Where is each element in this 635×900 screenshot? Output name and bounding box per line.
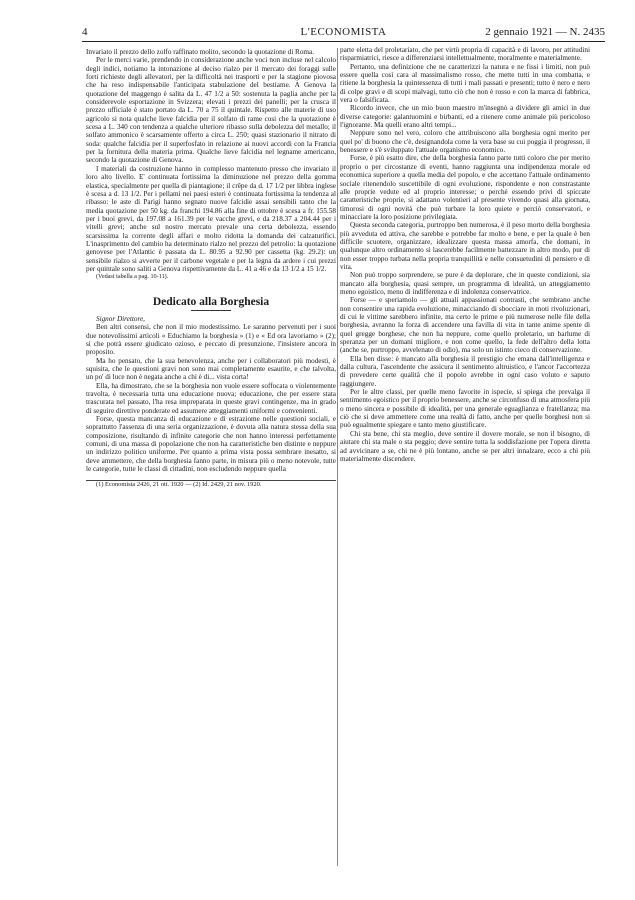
- title-divider: [191, 310, 231, 311]
- paragraph: Per le merci varie, prendendo in considerazione anche voci non incluse nel calcolo degli indici, notiamo la intonazione al deciso rialzo per il mercato dei foraggi sulle forti richieste degli allevatori, per la difficoltà nei trasporti e per la stagione piovosa che ha reso indispensabile l'anticipata stabulazione del bestiame. A Genova la quotazione del maggengo è salita da L. 47 1/2 a 50: sostenuta la paglia anche per la considerevole esportazione in Svizzera; elevati i prezzi dei panelli; per la crusca il prezzo ufficiale è stato portato da L. 70 a 75 il quintale. Rispetto alle materie di uso agricolo si nota qualche lieve falcidia per il solfato di rame cosi che la quotazione è scesa a L. 340 con tendenza a qualche ulteriore ribasso sulla debolezza del metallo; il solfato ammonico è scarsamente offerto a circa L. 250; quasi stazionario il nitrato di soda: qualche falcidia per il superfosfato in relazione ai nuovi accordi con la Francia per la fornitura della materia prima. Qualche lieve falcidia nel legname americano, secondo la quotazione di Genova.: [86, 56, 336, 165]
- left-column: [86, 48, 336, 489]
- paragraph: Invariato il prezzo dello zolfo raffinato molito, secondo la quotazione di Roma.: [86, 48, 314, 56]
- paragraph: Ma ho pensato, che la sua benevolenza, anche per i collaboratori più modesti, è squisita, che le questioni gravi non sono mai completamente esaurite, e che talvolta, un po' di luce non è negata anche a chi è di... vista corta!: [86, 356, 336, 382]
- paragraph: Ben altri consensi, che non il mio modestissimo. Le saranno pervenuti per i suoi due notevolissimi articoli « Educhiamo la borghesia » (1) e « Ed ora lavoriamo » (2); si che potrà essere giudicato ozioso, e peccato di presunzione, l'insistere ancora in proposito.: [86, 323, 336, 357]
- footnote: (1) Economista 2426, 21 ott. 1920 — (2) Id. 2429, 21 nov. 1920.: [96, 480, 262, 488]
- journal-title: L'ECONOMISTA: [300, 26, 387, 38]
- salutation: Signor Direttore,: [96, 314, 145, 323]
- paragraph: Per le altre classi, per quelle meno favorite in ispecie, si spiega che prevalga il sentimento egoistico per il proprio benessere, anche se circonfuso di una atmosfera più o meno sincera e possibile di idealità, per una generale eguaglianza e fratellanza; ma ciò che si deve ammettere come una realtà di fatto, anche per quelle borghesi non si può egualmente spiegare e tanto meno giustificare.: [340, 388, 590, 430]
- paragraph: Non può troppo sorprendere, se pure è da deplorare, che in queste condizioni, sia mancato alla borghesia, quasi sempre, un programma di idealità, un atteggiamento meno egoistico, meno di indifferenza e di indolenza conservatrice.: [340, 271, 590, 296]
- paragraph: Chi sta bene, chi sta meglio, deve sentire il dovere morale, se non il bisogno, di aiutare chi sta male o sta peggio; deve sentire tutta la soddisfazione per l'opera diretta ad avvicinare a se, chi ne è più lontano, anche se per altri innalzare, ecco a chi più materialmente discendere.: [340, 429, 590, 463]
- issue-date: 2 gennaio 1921 — N. 2435: [485, 26, 605, 38]
- paragraph: Ella, ha dimostrato, che se la borghesia non vuole essere soffocata o violentemente travolta, è necessaria tutta una educazione nuova; educazione, che per essere stata trascurata nel passato, l'ha resa impreparata in queste gravi contingenze, ma in grado di seguire direttive ponderate ed assumere atteggiamenti uniformi e convenienti.: [86, 381, 336, 415]
- paragraph: Forse — e speriamolo — gli attuali appassionati contrasti, che sembrano anche non consentire una rapida evoluzione, minacciando di sbocciare in moti rivoluzionari, di cui le vittime sarebbero infinite, ma certo le prime e più numerose nelle file della borghesia, avranno la forza di accendere una favilla di vita in tante anime spente di quel gregge borghese, che non ha neppure, come quello proletario, un barlume di speranza per un domani migliore, e non come quello, la fede dell'altro della lotta (anche se, purtroppo, avvelenato di odio), ma solo un istinto cieco di conservazione.: [340, 296, 590, 355]
- paragraph: Ricordo invece, che un mio buon maestro m'insegnò a dividere gli amici in due diverse categorie: galantuomini e birbanti, ed a ritenere come animale più pericoloso l'ignorante. Ma quelli erano altri tempi...: [340, 104, 590, 130]
- page-header: [82, 25, 605, 42]
- paragraph: Pertanto, una definizione che ne caratterizzi la natura e ne fissi i limiti, non può essere quella così cara al massimalismo rosso, che mette tutti in una combatta, e ritiene la borghesia la quintessenza di tutti i mali passati e presenti; tutto è nero e nero di colpe gravi e di scopi malvagi, tutto ciò che non è rosso e con la marca di fabbrica, vera o falsificata.: [340, 62, 590, 105]
- paragraph: I materiali da costruzione hanno in complesso mantenuto presso che invariato il loro alto livello. E' continuata fortissima la diminuzione nel prezzo della gomma elastica, specialmente per quella di piantagione; il crêpe da d. 17 1/2 per libbra inglese è scesa a d. 13 1/2. Per i pellami nei paesi esteri è continuata fortissima la tendenza al ribasso: le aste di Parigi hanno segnato nuove falcidie assai sensibili tanto che la media quotazione per 50 kg. da franchi 194.86 alla fine di ottobre è scesa a fr. 155.58 per i buoi grevi, da 197.08 a 161.39 per le vacche grevi, e da 218.37 a 204.44 per i vitelli grevi; anche sul nostro mercato prevale una certa debolezza, essendo scarsissima la corrente degli affari e molto ridotta la domanda dei calzaturifici. L'inasprimento del cambio ha determinato rialzo nel prezzo del petrolio: la quotazione genovese per l'Atlantic è passata da L. 80.95 a 92.90 per cassetta (kg. 29.2): un sensibile rialzo si avverte per il carbone vegetale e per la legna da ardere i cui prezzi per quintale sono saliti a Genova rispettivamente da L. 41 a 46 e da 13 1/2 a 15 1/2.: [86, 164, 336, 273]
- paragraph: Forse, questa mancanza di educazione e di estraziome nelle questioni sociali, e soprattutto l'assenza di una seria organizzazione, è dovuta alla natura stessa della sua composizione, risultando di infinite categorie che non hanno interessi perfettamente comuni, di una massa di popolazione che non ha caratteristiche ben distinte e neppure un indirizzo politico uniforme. Per quanto a prima vista possa sembrare inesatto, si deve ammettere, che della borghesia fanno parte, in misura più o meno notevole, tutte le categorie, tutte le classi di cittadini, non escludendo neppure quella: [86, 415, 336, 474]
- right-column: [340, 46, 590, 463]
- paragraph: Ella ben disse: è mancato alla borghesia il prestigio che emana dall'intelligenza e dalla cultura, l'ascendente che assicura il sentimento altruistico, e l'ancor l'accortezza di prevedere certe qualità che il popolo avrebbe in ogni caso voluto e saputo raggiungere.: [340, 354, 590, 388]
- paragraph: Questa seconda categoria, purtroppo ben numerosa, è il peso morto della borghesia più avveduta ed attiva, che sarebbe e potrebbe far molto e bene, e per la quale è ben difficile scuotere, organizzare, idealizzare questa massa amorfa, che domani, in qualunque altro ordinamento si lascerebbe facilmente battezzare in altro modo, pur di non esser troppo turbata nella propria tranquillità e nelle consuetudini di pensiero e di vita.: [340, 221, 590, 271]
- paragraph: Neppure sono nel vero, coloro che attribuiscono alla borghesia ogni merito per quel po' di buono che c'è, designandola come la vera base su cui poggia il progresso, il benessere e s'è sviluppato l'attuale organismo economico.: [340, 129, 590, 155]
- article-title: Dedicato alla Borghesia: [152, 295, 270, 308]
- column-divider: [337, 48, 338, 866]
- table-reference-note: (Vedasi tabella a pag. 10-11).: [96, 273, 169, 281]
- paragraph: parte eletta del proletariato, che per virtù propria di capacità e di lavoro, per attitudini risparmiatrici, riesce a differenziarsi intellettualmente, moralmente e materialmente.: [340, 46, 590, 63]
- page-number: 4: [82, 26, 88, 38]
- paragraph: Forse, è più esatto dire, che della borghesia fanno parte tutti coloro che per merito proprio o per circostanze di eventi, hanno raggiunta una indipendenza morale ed economica superiore a quella media del popolo, e che accettano l'attuale ordinamento sociale ritenendolo suscettibile di ogni evoluzione, rispondente e non constrastante alle proprie vedute ed al proprio interesse; o perchè essendo privi di spiccate caratteristiche proprie, si adattano volentieri al presente vivendo quasi alla giornata, timorosi di ogni novità che può turbare la loro quiete e perciò conservatori, e minacciare la loro posizione privilegiata.: [340, 154, 590, 221]
